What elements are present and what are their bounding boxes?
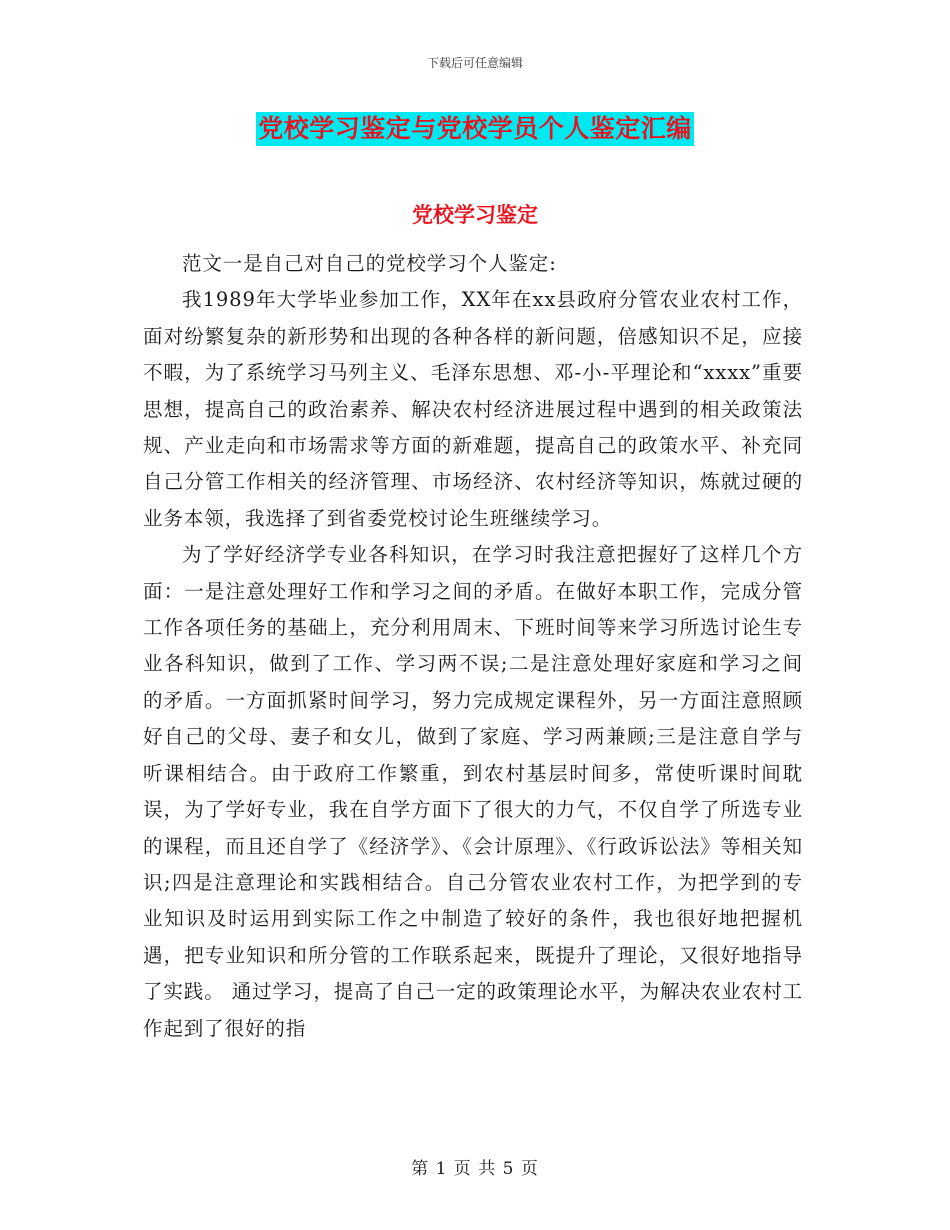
header-note: 下载后可任意编辑 [426, 56, 523, 70]
paragraph-2: 我1989年大学毕业参加工作，XX年在xx县政府分管农业农村工作，面对纷繁复杂的新形势和出现的各种各样的新问题，倍感知识不足，应接不暇，为了系统学习马列主义、毛泽东思想、邓-小-平理论和“xxxx”重要思想，提高自己的政治素养、解决农村经济进展过程中遇到的相关政策法规、产业走向和市场需求等方面的新难题，提高自己的政策水平、补充同自己分管工作相关的经济管理、市场经济、农村经济等知识，炼就过硬的业务本领，我选择了到省委党校讨论生班继续学习。 [143, 288, 803, 530]
document-title: 党校学习鉴定与党校学员个人鉴定汇编 [256, 112, 694, 146]
document-title-container [0, 112, 950, 146]
paragraph-3: 为了学好经济学专业各科知识，在学习时我注意把握好了这样几个方面：一是注意处理好工作和学习之间的矛盾。在做好本职工作，完成分管工作各项任务的基础上，充分利用周末、下班时间等来学习所选讨论生专业各科知识，做到了工作、学习两不误;二是注意处理好家庭和学习之间的矛盾。一方面抓紧时间学习，努力完成规定课程外，另一方面注意照顾好自己的父母、妻子和女儿，做到了家庭、学习两兼顾;三是注意自学与听课相结合。由于政府工作繁重，到农村基层时间多，常使听课时间耽误，为了学好专业，我在自学方面下了很大的力气，不仅自学了所选专业的课程，而且还自学了《经济学》、《会计原理》、《行政诉讼法》等相关知识;四是注意理论和实践相结合。自己分管农业农村工作，为把学到的专业知识及时运用到实际工作之中制造了较好的条件，我也很好地把握机遇，把专业知识和所分管的工作联系起来，既提升了理论，又很好地指导了实践。 通过学习，提高了自己一定的政策理论水平，为解决农业农村工作起到了很好的指 [143, 543, 803, 1040]
section-title: 党校学习鉴定 [412, 202, 538, 227]
document-body [143, 246, 803, 1047]
paragraph-1: 范文一是自己对自己的党校学习个人鉴定: [182, 252, 557, 275]
page-footer: 第 1 页 共 5 页 [411, 1159, 539, 1179]
